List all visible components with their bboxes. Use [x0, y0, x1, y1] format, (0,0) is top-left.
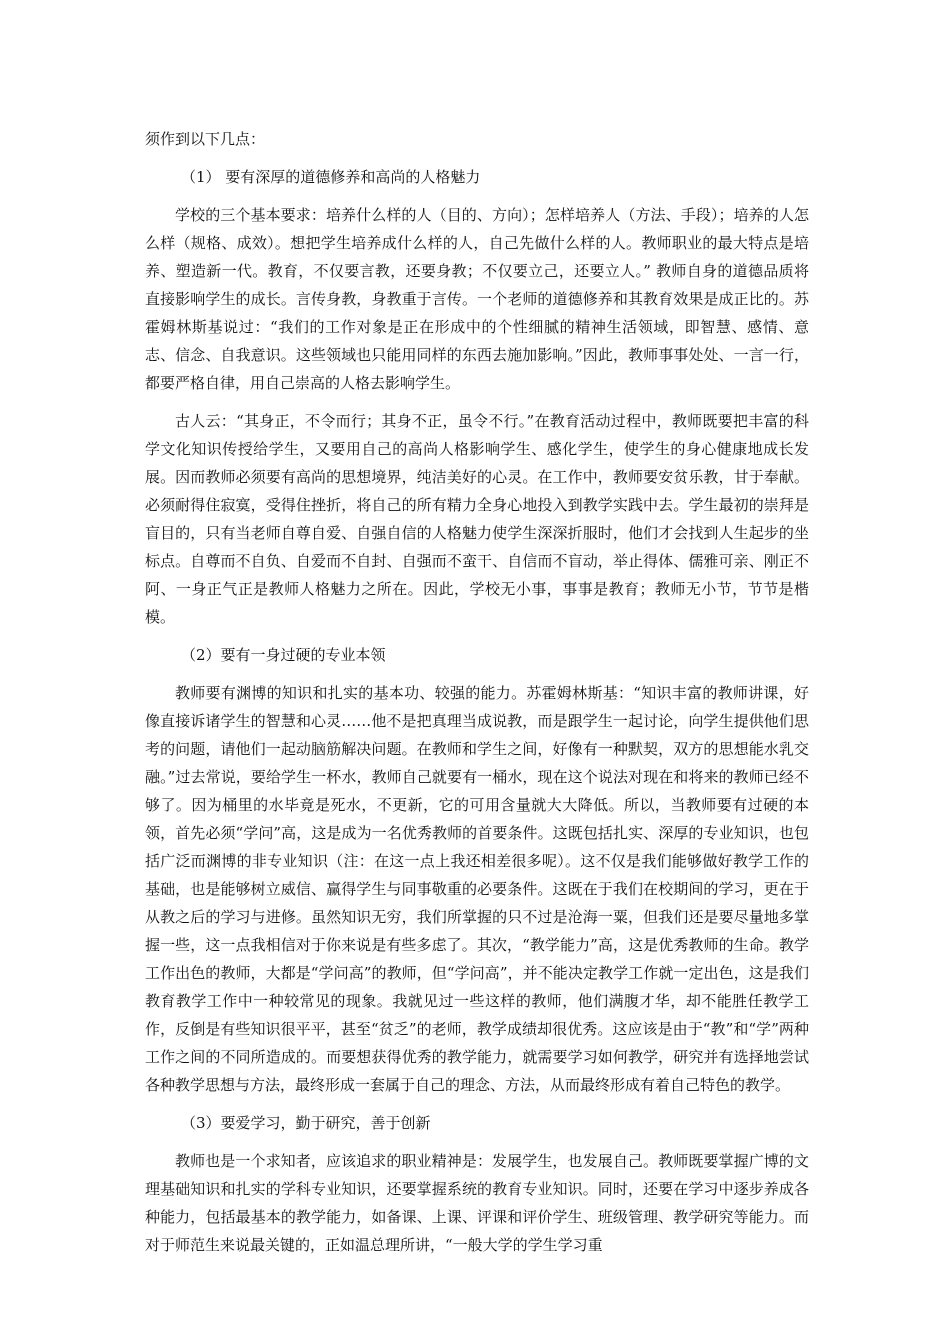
document-body: [145, 163, 809, 1269]
paragraph: 教师也是一个求知者，应该追求的职业精神是：发展学生，也发展自己。教师既要掌握广博的文理基础知识和扎实的学科专业知识，还要掌握系统的教育专业知识。同时，还要在学习中逐步养成各种能力，包括最基本的教学能力，如备课、上课、评课和评价学生、班级管理、教学研究等能力。而对于师范生来说最关键的，正如温总理所讲，“一般大学的学生学习重: [145, 1152, 809, 1254]
paragraph: 教师要有渊博的知识和扎实的基本功、较强的能力。苏霍姆林斯基：“知识丰富的教师讲课，好像直接诉诸学生的智慧和心灵……他不是把真理当成说教，而是跟学生一起讨论，向学生提供他们思考的问题，请他们一起动脑筋解决问题。在教师和学生之间，好像有一种默契，双方的思想能水乳交融。”过去常说，要给学生一杯水，教师自己就要有一桶水，现在这个说法对现在和将来的教师已经不够了。因为桶里的水毕竟是死水，不更新，它的可用含量就大大降低。所以，当教师要有过硬的本领，首先必须“学问”高，这是成为一名优秀教师的首要条件。这既包括扎实、深厚的专业知识，也包括广泛而渊博的非专业知识（注：在这一点上我还相差很多呢）。这不仅是我们能够做好教学工作的基础，也是能够树立威信、赢得学生与同事敬重的必要条件。这既在于我们在校期间的学习，更在于从教之后的学习与进修。虽然知识无穷，我们所掌握的只不过是沧海一粟，但我们还是要尽量地多掌握一些，这一点我相信对于你来说是有些多虑了。其次，“教学能力”高，这是优秀教师的生命。教学工作出色的教师，大都是“学问高”的教师，但“学问高”，并不能决定教学工作就一定出色，这是我们教育教学工作中一种较常见的现象。我就见过一些这样的教师，他们满腹才华，却不能胜任教学工作，反倒是有些知识很平平，甚至“贫乏”的老师，教学成绩却很优秀。这应该是由于“教”和“学”两种工作之间的不同所造成的。而要想获得优秀的教学能力，就需要学习如何教学，研究并有选择地尝试各种教学思想与方法，最终形成一套属于自己的理念、方法，从而最终形成有着自己特色的教学。: [145, 684, 809, 1094]
section-heading-2: （2）要有一身过硬的专业本领: [181, 646, 386, 664]
lead-line: 须作到以下几点：: [145, 130, 266, 148]
paragraph: 学校的三个基本要求：培养什么样的人（目的、方向）；怎样培养人（方法、手段）；培养的人怎么样（规格、成效）。想把学生培养成什么样的人，自己先做什么样的人。教师职业的最大特点是培养、塑造新一代。教育，不仅要言教，还要身教；不仅要立己，还要立人。” 教师自身的道德品质将直接影响学生的成长。言传身教，身教重于言传。一个老师的道德修养和其教育效果是成正比的。苏霍姆林斯基说过：“我们的工作对象是正在形成中的个性细腻的精神生活领域，即智慧、感情、意志、信念、自我意识。这些领域也只能用同样的东西去施加影响。”因此，教师事事处处、一言一行，都要严格自律，用自己崇高的人格去影响学生。: [145, 206, 809, 392]
section-heading-1: （1） 要有深厚的道德修养和高尚的人格魅力: [181, 168, 481, 186]
section-heading-3: （3）要爱学习，勤于研究，善于创新: [181, 1114, 431, 1132]
paragraph: 古人云：“其身正，不令而行；其身不正，虽令不行。”在教育活动过程中，教师既要把丰富的科学文化知识传授给学生，又要用自己的高尚人格影响学生、感化学生，使学生的身心健康地成长发展。因而教师必须要有高尚的思想境界，纯洁美好的心灵。在工作中，教师要安贫乐教，甘于奉献。必须耐得住寂寞，受得住挫折，将自己的所有精力全身心地投入到教学实践中去。学生最初的崇拜是盲目的，只有当老师自尊自爱、自强自信的人格魅力使学生深深折服时，他们才会找到人生起步的坐标点。自尊而不自负、自爱而不自封、自强而不蛮干、自信而不盲动，举止得体、儒雅可亲、刚正不阿、一身正气正是教师人格魅力之所在。因此，学校无小事，事事是教育；教师无小节，节节是楷模。: [145, 412, 809, 626]
